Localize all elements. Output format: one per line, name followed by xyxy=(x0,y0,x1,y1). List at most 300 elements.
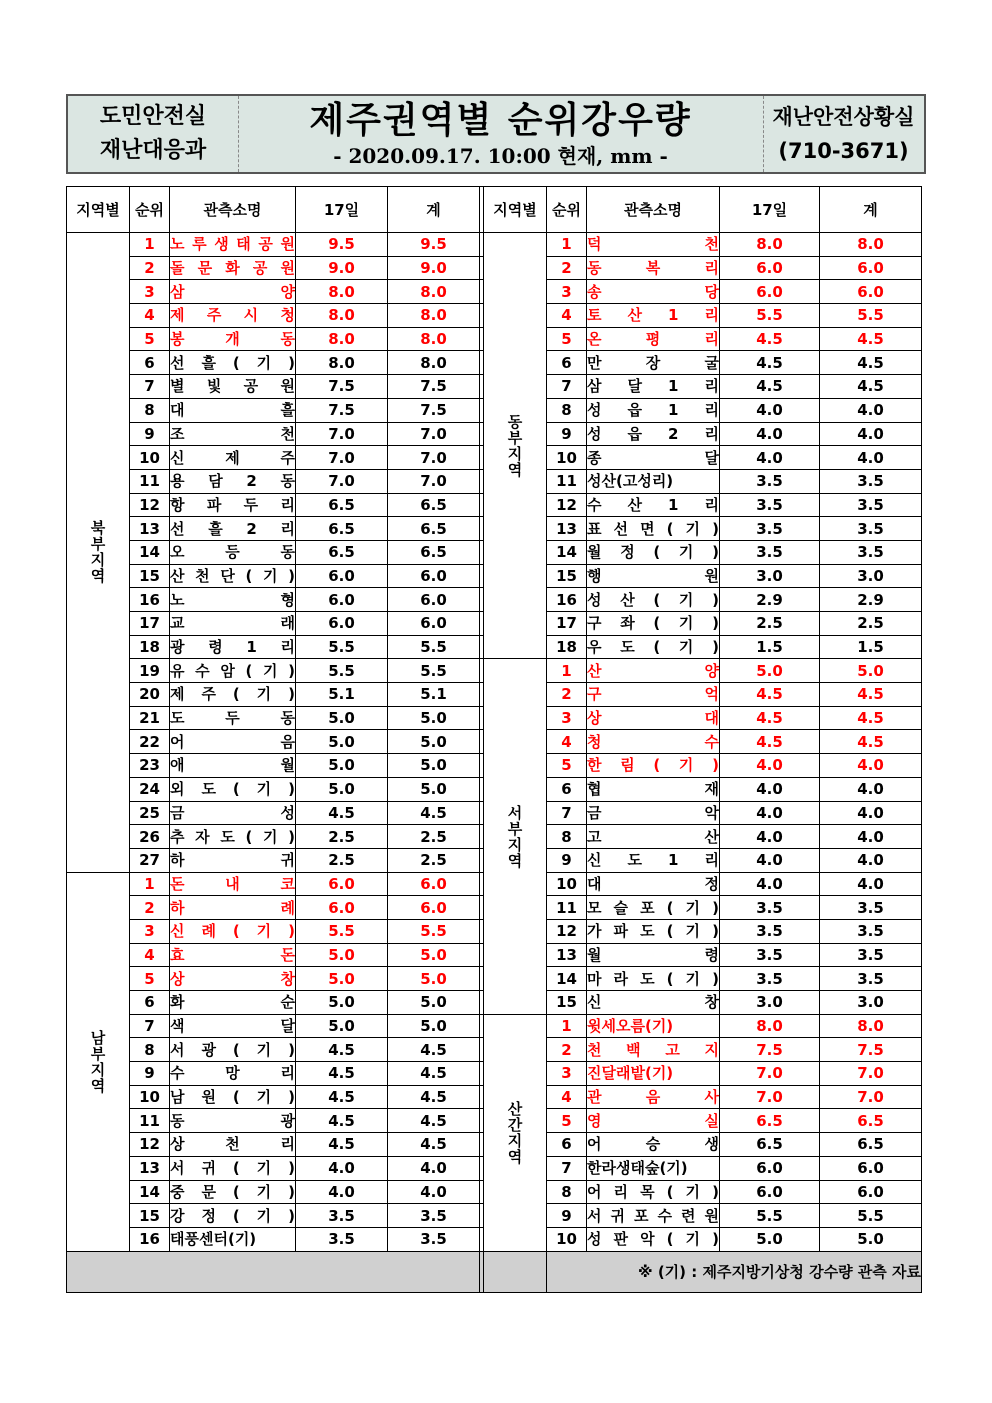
day-rainfall-cell: 8.0 xyxy=(296,327,388,351)
column-divider xyxy=(480,612,484,636)
day-rainfall-cell: 5.0 xyxy=(720,1227,820,1251)
rank-cell: 6 xyxy=(547,351,587,375)
total-rainfall-cell: 4.5 xyxy=(388,801,480,825)
col-station-right: 관측소명 xyxy=(587,187,720,233)
station-name: 신 도 1 리 xyxy=(587,851,719,870)
rank-cell: 5 xyxy=(547,327,587,351)
station-name-cell xyxy=(170,896,296,920)
column-divider xyxy=(480,540,484,564)
column-divider xyxy=(480,991,484,1015)
day-rainfall-cell: 4.5 xyxy=(296,1109,388,1133)
day-rainfall-cell: 4.5 xyxy=(720,730,820,754)
station-name: 송 당 xyxy=(587,282,719,301)
station-name: 교 래 xyxy=(170,614,295,633)
station-name-cell xyxy=(587,1180,720,1204)
day-rainfall-cell: 7.5 xyxy=(720,1038,820,1062)
total-rainfall-cell: 3.5 xyxy=(820,517,922,541)
station-name-cell xyxy=(587,1204,720,1228)
day-rainfall-cell: 7.0 xyxy=(720,1085,820,1109)
total-rainfall-cell: 4.0 xyxy=(820,825,922,849)
total-rainfall-cell: 8.0 xyxy=(820,1014,922,1038)
station-name-cell xyxy=(587,919,720,943)
rank-cell: 1 xyxy=(547,1014,587,1038)
station-name-cell xyxy=(170,493,296,517)
station-name: 토 산 1 리 xyxy=(587,306,719,325)
station-name: 어 리 목 ( 기 ) xyxy=(587,1182,719,1201)
station-name: 성산(고성리) xyxy=(587,472,674,491)
rank-cell: 4 xyxy=(547,1085,587,1109)
station-name-cell xyxy=(170,1204,296,1228)
rank-cell: 6 xyxy=(547,777,587,801)
station-name-cell xyxy=(170,659,296,683)
total-rainfall-cell: 3.5 xyxy=(820,896,922,920)
col-region-left: 지역별 xyxy=(67,187,130,233)
station-name-cell xyxy=(170,706,296,730)
day-rainfall-cell: 4.0 xyxy=(720,754,820,778)
station-name: 한라생태숲(기) xyxy=(587,1159,688,1178)
rank-cell: 18 xyxy=(130,635,170,659)
station-name-cell xyxy=(170,777,296,801)
total-rainfall-cell: 6.0 xyxy=(820,1180,922,1204)
day-rainfall-cell: 6.0 xyxy=(296,588,388,612)
total-rainfall-cell: 7.5 xyxy=(388,398,480,422)
footnote: ※ (기) : 제주지방기상청 강수량 관측 자료 xyxy=(547,1251,922,1292)
station-name-cell xyxy=(170,919,296,943)
day-rainfall-cell: 8.0 xyxy=(296,351,388,375)
station-name-cell xyxy=(587,304,720,328)
total-rainfall-cell: 9.0 xyxy=(388,256,480,280)
column-divider xyxy=(480,706,484,730)
total-rainfall-cell: 7.0 xyxy=(388,469,480,493)
day-rainfall-cell: 4.5 xyxy=(720,706,820,730)
column-divider xyxy=(480,327,484,351)
station-name-cell xyxy=(587,659,720,683)
station-name-cell xyxy=(587,848,720,872)
day-rainfall-cell: 4.0 xyxy=(720,872,820,896)
total-rainfall-cell: 8.0 xyxy=(388,351,480,375)
rank-cell: 25 xyxy=(130,801,170,825)
rank-cell: 8 xyxy=(547,825,587,849)
day-rainfall-cell: 4.0 xyxy=(720,801,820,825)
rank-cell: 21 xyxy=(130,706,170,730)
rank-cell: 3 xyxy=(547,280,587,304)
station-name: 온 평 리 xyxy=(587,330,719,349)
col-rank-right: 순위 xyxy=(547,187,587,233)
station-name: 어 승 생 xyxy=(587,1135,719,1154)
station-name-cell xyxy=(587,446,720,470)
day-rainfall-cell: 6.0 xyxy=(296,872,388,896)
day-rainfall-cell: 3.5 xyxy=(720,540,820,564)
total-rainfall-cell: 6.5 xyxy=(388,493,480,517)
rank-cell: 15 xyxy=(547,564,587,588)
department-line2: 재난대응과 xyxy=(99,138,207,163)
station-name: 서 귀 포 수 련 원 xyxy=(587,1206,719,1225)
day-rainfall-cell: 5.5 xyxy=(296,659,388,683)
column-divider xyxy=(480,1062,484,1086)
station-name: 상 대 xyxy=(587,709,719,728)
day-rainfall-cell: 9.5 xyxy=(296,233,388,257)
day-rainfall-cell: 8.0 xyxy=(720,233,820,257)
column-divider xyxy=(480,304,484,328)
total-rainfall-cell: 4.5 xyxy=(388,1133,480,1157)
rank-cell: 18 xyxy=(547,635,587,659)
total-rainfall-cell: 5.0 xyxy=(388,1014,480,1038)
rank-cell: 6 xyxy=(547,1133,587,1157)
column-divider xyxy=(480,1133,484,1157)
column-divider xyxy=(480,422,484,446)
total-rainfall-cell: 5.5 xyxy=(388,659,480,683)
station-name-cell xyxy=(170,991,296,1015)
rank-cell: 16 xyxy=(547,588,587,612)
station-name-cell xyxy=(587,1085,720,1109)
day-rainfall-cell: 6.0 xyxy=(296,564,388,588)
station-name: 하 례 xyxy=(170,898,295,917)
rank-cell: 3 xyxy=(547,1062,587,1086)
station-name-cell xyxy=(587,233,720,257)
rank-cell: 7 xyxy=(547,375,587,399)
rank-cell: 14 xyxy=(547,540,587,564)
total-rainfall-cell: 4.5 xyxy=(388,1062,480,1086)
column-divider xyxy=(480,517,484,541)
rank-cell: 12 xyxy=(547,493,587,517)
total-rainfall-cell: 6.0 xyxy=(820,280,922,304)
station-name-cell xyxy=(587,1062,720,1086)
day-rainfall-cell: 5.0 xyxy=(296,754,388,778)
rank-cell: 10 xyxy=(130,446,170,470)
total-rainfall-cell: 3.5 xyxy=(820,540,922,564)
station-name: 노 루 생 태 공 원 xyxy=(170,235,295,254)
station-name: 진달래밭(기) xyxy=(587,1064,674,1083)
day-rainfall-cell: 5.0 xyxy=(296,943,388,967)
column-divider xyxy=(480,1109,484,1133)
rank-cell: 1 xyxy=(547,659,587,683)
column-divider xyxy=(480,375,484,399)
day-rainfall-cell: 6.5 xyxy=(296,517,388,541)
station-name-cell xyxy=(587,635,720,659)
total-rainfall-cell: 4.0 xyxy=(388,1156,480,1180)
rank-cell: 2 xyxy=(130,256,170,280)
rank-cell: 2 xyxy=(547,683,587,707)
station-name: 동 광 xyxy=(170,1111,295,1130)
day-rainfall-cell: 5.0 xyxy=(296,991,388,1015)
station-name: 서 광 ( 기 ) xyxy=(170,1040,295,1059)
day-rainfall-cell: 4.0 xyxy=(296,1180,388,1204)
day-rainfall-cell: 3.0 xyxy=(720,991,820,1015)
column-divider xyxy=(480,896,484,920)
station-name-cell xyxy=(587,422,720,446)
total-rainfall-cell: 6.0 xyxy=(820,1156,922,1180)
station-name: 우 도 ( 기 ) xyxy=(587,638,719,657)
total-rainfall-cell: 4.5 xyxy=(820,327,922,351)
rank-cell: 22 xyxy=(130,730,170,754)
day-rainfall-cell: 3.5 xyxy=(720,896,820,920)
station-name-cell xyxy=(170,469,296,493)
station-name: 색 달 xyxy=(170,1017,295,1036)
day-rainfall-cell: 4.5 xyxy=(296,1038,388,1062)
station-name: 선 흘 2 리 xyxy=(170,519,295,538)
station-name: 성 판 악 ( 기 ) xyxy=(587,1230,719,1249)
day-rainfall-cell: 4.0 xyxy=(720,422,820,446)
rank-cell: 1 xyxy=(547,233,587,257)
station-name-cell xyxy=(170,327,296,351)
column-divider xyxy=(480,872,484,896)
region-label-right: 산 간 지 역 xyxy=(484,1014,547,1251)
col-total-left: 계 xyxy=(388,187,480,233)
station-name-cell xyxy=(170,848,296,872)
station-name-cell xyxy=(170,304,296,328)
total-rainfall-cell: 4.0 xyxy=(820,848,922,872)
station-name-cell xyxy=(587,706,720,730)
day-rainfall-cell: 6.0 xyxy=(720,1156,820,1180)
station-name: 도 두 동 xyxy=(170,709,295,728)
column-divider xyxy=(480,825,484,849)
rank-cell: 5 xyxy=(547,1109,587,1133)
total-rainfall-cell: 9.5 xyxy=(388,233,480,257)
station-name: 돌 문 화 공 원 xyxy=(170,259,295,278)
rank-cell: 7 xyxy=(130,375,170,399)
station-name: 구 억 xyxy=(587,685,719,704)
station-name: 제 주 ( 기 ) xyxy=(170,685,295,704)
column-divider xyxy=(480,1038,484,1062)
rank-cell: 15 xyxy=(547,991,587,1015)
total-rainfall-cell: 5.5 xyxy=(388,635,480,659)
station-name: 대 흘 xyxy=(170,401,295,420)
day-rainfall-cell: 3.5 xyxy=(720,943,820,967)
total-rainfall-cell: 5.0 xyxy=(820,1227,922,1251)
total-rainfall-cell: 4.0 xyxy=(820,446,922,470)
station-name-cell xyxy=(587,398,720,422)
station-name-cell xyxy=(587,375,720,399)
total-rainfall-cell: 2.9 xyxy=(820,588,922,612)
day-rainfall-cell: 4.0 xyxy=(720,825,820,849)
total-rainfall-cell: 6.0 xyxy=(388,896,480,920)
rank-cell: 12 xyxy=(130,1133,170,1157)
day-rainfall-cell: 5.5 xyxy=(720,1204,820,1228)
total-rainfall-cell: 4.5 xyxy=(820,351,922,375)
total-rainfall-cell: 8.0 xyxy=(820,233,922,257)
contact-phone: (710-3671) xyxy=(778,139,909,163)
total-rainfall-cell: 5.0 xyxy=(388,991,480,1015)
day-rainfall-cell: 4.0 xyxy=(296,1156,388,1180)
total-rainfall-cell: 7.0 xyxy=(820,1085,922,1109)
report-subtitle: - 2020.09.17. 10:00 현재, mm - xyxy=(333,144,668,168)
day-rainfall-cell: 4.0 xyxy=(720,777,820,801)
rank-cell: 9 xyxy=(547,848,587,872)
column-divider xyxy=(480,1227,484,1251)
total-rainfall-cell: 6.0 xyxy=(820,256,922,280)
total-rainfall-cell: 3.5 xyxy=(820,493,922,517)
station-name: 대 정 xyxy=(587,874,719,893)
total-rainfall-cell: 7.0 xyxy=(388,422,480,446)
station-name: 표 선 면 ( 기 ) xyxy=(587,519,719,538)
day-rainfall-cell: 8.0 xyxy=(296,280,388,304)
station-name: 협 재 xyxy=(587,780,719,799)
col-day-right: 17일 xyxy=(720,187,820,233)
day-rainfall-cell: 5.5 xyxy=(296,919,388,943)
rank-cell: 16 xyxy=(130,588,170,612)
column-divider xyxy=(480,635,484,659)
rank-cell: 6 xyxy=(130,991,170,1015)
rank-cell: 9 xyxy=(130,1062,170,1086)
day-rainfall-cell: 1.5 xyxy=(720,635,820,659)
total-rainfall-cell: 4.0 xyxy=(388,1180,480,1204)
station-name-cell xyxy=(587,588,720,612)
rank-cell: 17 xyxy=(130,612,170,636)
station-name: 애 월 xyxy=(170,756,295,775)
station-name: 남 원 ( 기 ) xyxy=(170,1088,295,1107)
day-rainfall-cell: 7.0 xyxy=(720,1062,820,1086)
station-name-cell xyxy=(587,256,720,280)
day-rainfall-cell: 2.5 xyxy=(720,612,820,636)
station-name-cell xyxy=(170,872,296,896)
station-name-cell xyxy=(170,683,296,707)
total-rainfall-cell: 7.5 xyxy=(388,375,480,399)
station-name: 동 복 리 xyxy=(587,259,719,278)
column-divider xyxy=(480,967,484,991)
table-row xyxy=(67,1014,922,1038)
station-name-cell xyxy=(587,730,720,754)
total-rainfall-cell: 4.5 xyxy=(388,1109,480,1133)
day-rainfall-cell: 5.0 xyxy=(296,706,388,730)
rank-cell: 10 xyxy=(130,1085,170,1109)
day-rainfall-cell: 3.5 xyxy=(720,469,820,493)
station-name: 삼 양 xyxy=(170,282,295,301)
rank-cell: 3 xyxy=(130,919,170,943)
rank-cell: 11 xyxy=(130,1109,170,1133)
station-name-cell xyxy=(587,351,720,375)
rank-cell: 23 xyxy=(130,754,170,778)
station-name: 조 천 xyxy=(170,424,295,443)
column-divider xyxy=(480,683,484,707)
total-rainfall-cell: 6.0 xyxy=(388,564,480,588)
station-name-cell xyxy=(170,825,296,849)
total-rainfall-cell: 5.0 xyxy=(388,730,480,754)
total-rainfall-cell: 5.5 xyxy=(820,1204,922,1228)
station-name: 수 산 1 리 xyxy=(587,495,719,514)
rank-cell: 6 xyxy=(130,351,170,375)
total-rainfall-cell: 6.0 xyxy=(388,612,480,636)
station-name-cell xyxy=(587,493,720,517)
rank-cell: 14 xyxy=(130,540,170,564)
total-rainfall-cell: 6.5 xyxy=(820,1133,922,1157)
station-name: 관 음 사 xyxy=(587,1088,719,1107)
column-divider xyxy=(480,754,484,778)
rank-cell: 13 xyxy=(547,943,587,967)
day-rainfall-cell: 7.5 xyxy=(296,398,388,422)
total-rainfall-cell: 4.5 xyxy=(388,1038,480,1062)
column-divider xyxy=(480,280,484,304)
day-rainfall-cell: 4.5 xyxy=(296,801,388,825)
day-rainfall-cell: 6.0 xyxy=(296,612,388,636)
col-region-right: 지역별 xyxy=(484,187,547,233)
station-name-cell xyxy=(170,588,296,612)
total-rainfall-cell: 6.5 xyxy=(820,1109,922,1133)
day-rainfall-cell: 5.1 xyxy=(296,683,388,707)
station-name-cell xyxy=(587,1156,720,1180)
day-rainfall-cell: 5.0 xyxy=(296,967,388,991)
station-name-cell xyxy=(170,375,296,399)
table-row xyxy=(67,233,922,257)
station-name-cell xyxy=(170,612,296,636)
rank-cell: 17 xyxy=(547,612,587,636)
rank-cell: 4 xyxy=(547,304,587,328)
station-name: 노 형 xyxy=(170,590,295,609)
total-rainfall-cell: 4.5 xyxy=(820,730,922,754)
station-name: 고 산 xyxy=(587,827,719,846)
day-rainfall-cell: 5.0 xyxy=(720,659,820,683)
day-rainfall-cell: 8.0 xyxy=(720,1014,820,1038)
day-rainfall-cell: 5.0 xyxy=(296,777,388,801)
station-name: 신 창 xyxy=(587,993,719,1012)
station-name: 하 귀 xyxy=(170,851,295,870)
column-divider xyxy=(480,801,484,825)
total-rainfall-cell: 4.5 xyxy=(388,1085,480,1109)
station-name-cell xyxy=(587,825,720,849)
station-name: 항 파 두 리 xyxy=(170,495,295,514)
day-rainfall-cell: 3.5 xyxy=(720,517,820,541)
rank-cell: 2 xyxy=(547,256,587,280)
day-rainfall-cell: 6.0 xyxy=(720,1180,820,1204)
rank-cell: 3 xyxy=(130,280,170,304)
station-name: 금 성 xyxy=(170,803,295,822)
day-rainfall-cell: 3.5 xyxy=(720,967,820,991)
total-rainfall-cell: 7.0 xyxy=(388,446,480,470)
rank-cell: 11 xyxy=(547,469,587,493)
total-rainfall-cell: 2.5 xyxy=(388,825,480,849)
station-name-cell xyxy=(170,1156,296,1180)
rank-cell: 5 xyxy=(130,327,170,351)
total-rainfall-cell: 5.0 xyxy=(820,659,922,683)
total-rainfall-cell: 4.5 xyxy=(820,706,922,730)
station-name: 중 문 ( 기 ) xyxy=(170,1182,295,1201)
total-rainfall-cell: 5.5 xyxy=(820,304,922,328)
station-name: 상 천 리 xyxy=(170,1135,295,1154)
station-name-cell xyxy=(170,256,296,280)
station-name: 천 백 고 지 xyxy=(587,1040,719,1059)
rank-cell: 9 xyxy=(547,422,587,446)
total-rainfall-cell: 3.5 xyxy=(820,967,922,991)
column-divider xyxy=(480,398,484,422)
rank-cell: 5 xyxy=(547,754,587,778)
station-name: 종 달 xyxy=(587,448,719,467)
station-name: 오 등 동 xyxy=(170,543,295,562)
station-name: 덕 천 xyxy=(587,235,719,254)
station-name-cell xyxy=(170,517,296,541)
station-name: 화 순 xyxy=(170,993,295,1012)
column-divider xyxy=(480,564,484,588)
station-name-cell xyxy=(587,469,720,493)
footer-row xyxy=(67,1251,922,1292)
station-name: 가 파 도 ( 기 ) xyxy=(587,922,719,941)
total-rainfall-cell: 5.0 xyxy=(388,754,480,778)
total-rainfall-cell: 4.5 xyxy=(820,375,922,399)
station-name: 산 천 단 ( 기 ) xyxy=(170,566,295,585)
total-rainfall-cell: 3.5 xyxy=(388,1227,480,1251)
day-rainfall-cell: 6.5 xyxy=(296,540,388,564)
region-label-left: 북 부 지 역 xyxy=(67,233,130,873)
station-name: 한 림 ( 기 ) xyxy=(587,756,719,775)
day-rainfall-cell: 7.5 xyxy=(296,375,388,399)
station-name-cell xyxy=(587,327,720,351)
total-rainfall-cell: 4.0 xyxy=(820,777,922,801)
station-name-cell xyxy=(587,872,720,896)
total-rainfall-cell: 4.0 xyxy=(820,422,922,446)
total-rainfall-cell: 2.5 xyxy=(388,848,480,872)
station-name-cell xyxy=(587,540,720,564)
day-rainfall-cell: 3.5 xyxy=(296,1227,388,1251)
station-name: 마 라 도 ( 기 ) xyxy=(587,969,719,988)
day-rainfall-cell: 2.9 xyxy=(720,588,820,612)
